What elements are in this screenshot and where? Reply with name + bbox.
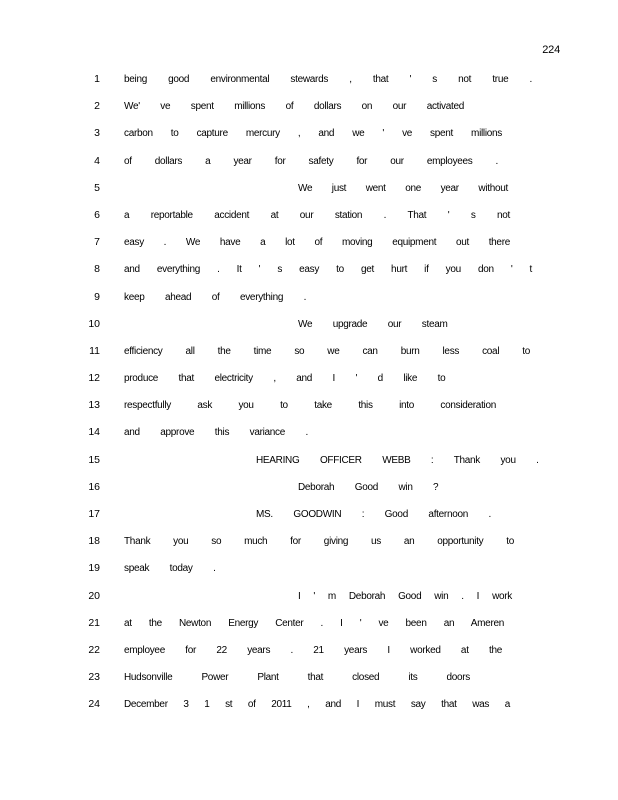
transcript-line: [0, 288, 618, 315]
line-text: Hudsonville Power Plant that closed its doors: [124, 672, 470, 684]
line-text: at the Newton Energy Center . I ' ve been an Ameren: [124, 617, 504, 629]
line-number: 24: [88, 698, 100, 711]
line-text: We just went one year without: [298, 182, 508, 194]
transcript-line: [0, 342, 618, 369]
line-number: 22: [88, 643, 100, 656]
line-text: and approve this variance .: [124, 427, 308, 439]
line-number: 15: [88, 453, 100, 466]
transcript-line: [0, 152, 618, 179]
line-text: carbon to capture mercury , and we ' ve spent millions: [124, 128, 502, 140]
line-number: 17: [88, 508, 100, 520]
line-number: 19: [88, 562, 100, 575]
line-text: speak today .: [124, 563, 216, 575]
transcript-line: [0, 97, 618, 124]
line-number: 9: [94, 290, 100, 303]
transcript-line: [0, 70, 618, 97]
transcript-line: [0, 641, 618, 668]
transcript-line: [0, 315, 618, 342]
line-number: 1: [94, 73, 100, 85]
line-text: and everything . It ' s easy to get hurt if you don ' t: [124, 264, 532, 276]
line-number: 23: [88, 671, 100, 684]
transcript-line: [0, 179, 618, 206]
line-text: employee for 22 years . 21 years I worked at the: [124, 644, 502, 656]
transcript-line: [0, 587, 618, 614]
line-text: I ' m Deborah Good win . I work: [298, 590, 512, 602]
line-text: December 3 1 st of 2011 , and I must say that was a: [124, 699, 510, 711]
line-text: a reportable accident at our station . That ' s not: [124, 209, 510, 221]
transcript-line: [0, 614, 618, 641]
transcript-line: [0, 532, 618, 559]
line-number: 5: [94, 181, 100, 194]
line-text: easy . We have a lot of moving equipment out there: [124, 237, 510, 249]
line-number: 2: [94, 100, 100, 113]
line-number: 8: [94, 263, 100, 276]
transcript-line: [0, 451, 618, 478]
line-number: 10: [88, 317, 100, 330]
line-number: 4: [94, 154, 100, 167]
line-number: 16: [88, 480, 100, 493]
line-number: 14: [88, 426, 100, 439]
line-number: 21: [88, 616, 100, 629]
transcript-line: [0, 668, 618, 695]
line-text: being good environmental stewards , that ' s not true .: [124, 74, 532, 85]
transcript-line: [0, 396, 618, 423]
line-number: 12: [88, 372, 100, 385]
line-number: 13: [88, 399, 100, 412]
transcript-line: [0, 233, 618, 260]
line-text: respectfully ask you to take this into consideration: [124, 400, 496, 412]
transcript-line: [0, 505, 618, 532]
line-text: efficiency all the time so we can burn less coal to: [124, 345, 530, 357]
line-text: Deborah Good win ?: [298, 481, 439, 493]
line-text: We' ve spent millions of dollars on our activated: [124, 101, 465, 113]
transcript-line: [0, 478, 618, 505]
transcript-line: [0, 559, 618, 586]
transcript-lines: [0, 70, 618, 723]
line-number: 7: [94, 236, 100, 249]
line-text: HEARING OFFICER WEBB : Thank you .: [256, 454, 539, 466]
line-number: 3: [94, 127, 100, 140]
line-number: 11: [89, 344, 100, 357]
line-text: Thank you so much for giving us an opportunity to: [124, 536, 514, 548]
transcript-line: [0, 206, 618, 233]
line-text: We upgrade our steam: [298, 318, 448, 330]
line-number: 18: [88, 535, 100, 548]
line-text: MS. GOODWIN : Good afternoon .: [256, 509, 491, 520]
transcript-line: [0, 369, 618, 396]
transcript-line: [0, 423, 618, 450]
line-text: produce that electricity , and I ' d like to: [124, 373, 446, 385]
line-text: keep ahead of everything .: [124, 291, 307, 303]
line-number: 6: [94, 208, 100, 221]
transcript-line: [0, 695, 618, 722]
line-text: of dollars a year for safety for our employees .: [124, 155, 498, 167]
line-number: 20: [88, 589, 100, 602]
transcript-line: [0, 260, 618, 287]
page-number: 224: [542, 44, 560, 56]
transcript-line: [0, 124, 618, 151]
